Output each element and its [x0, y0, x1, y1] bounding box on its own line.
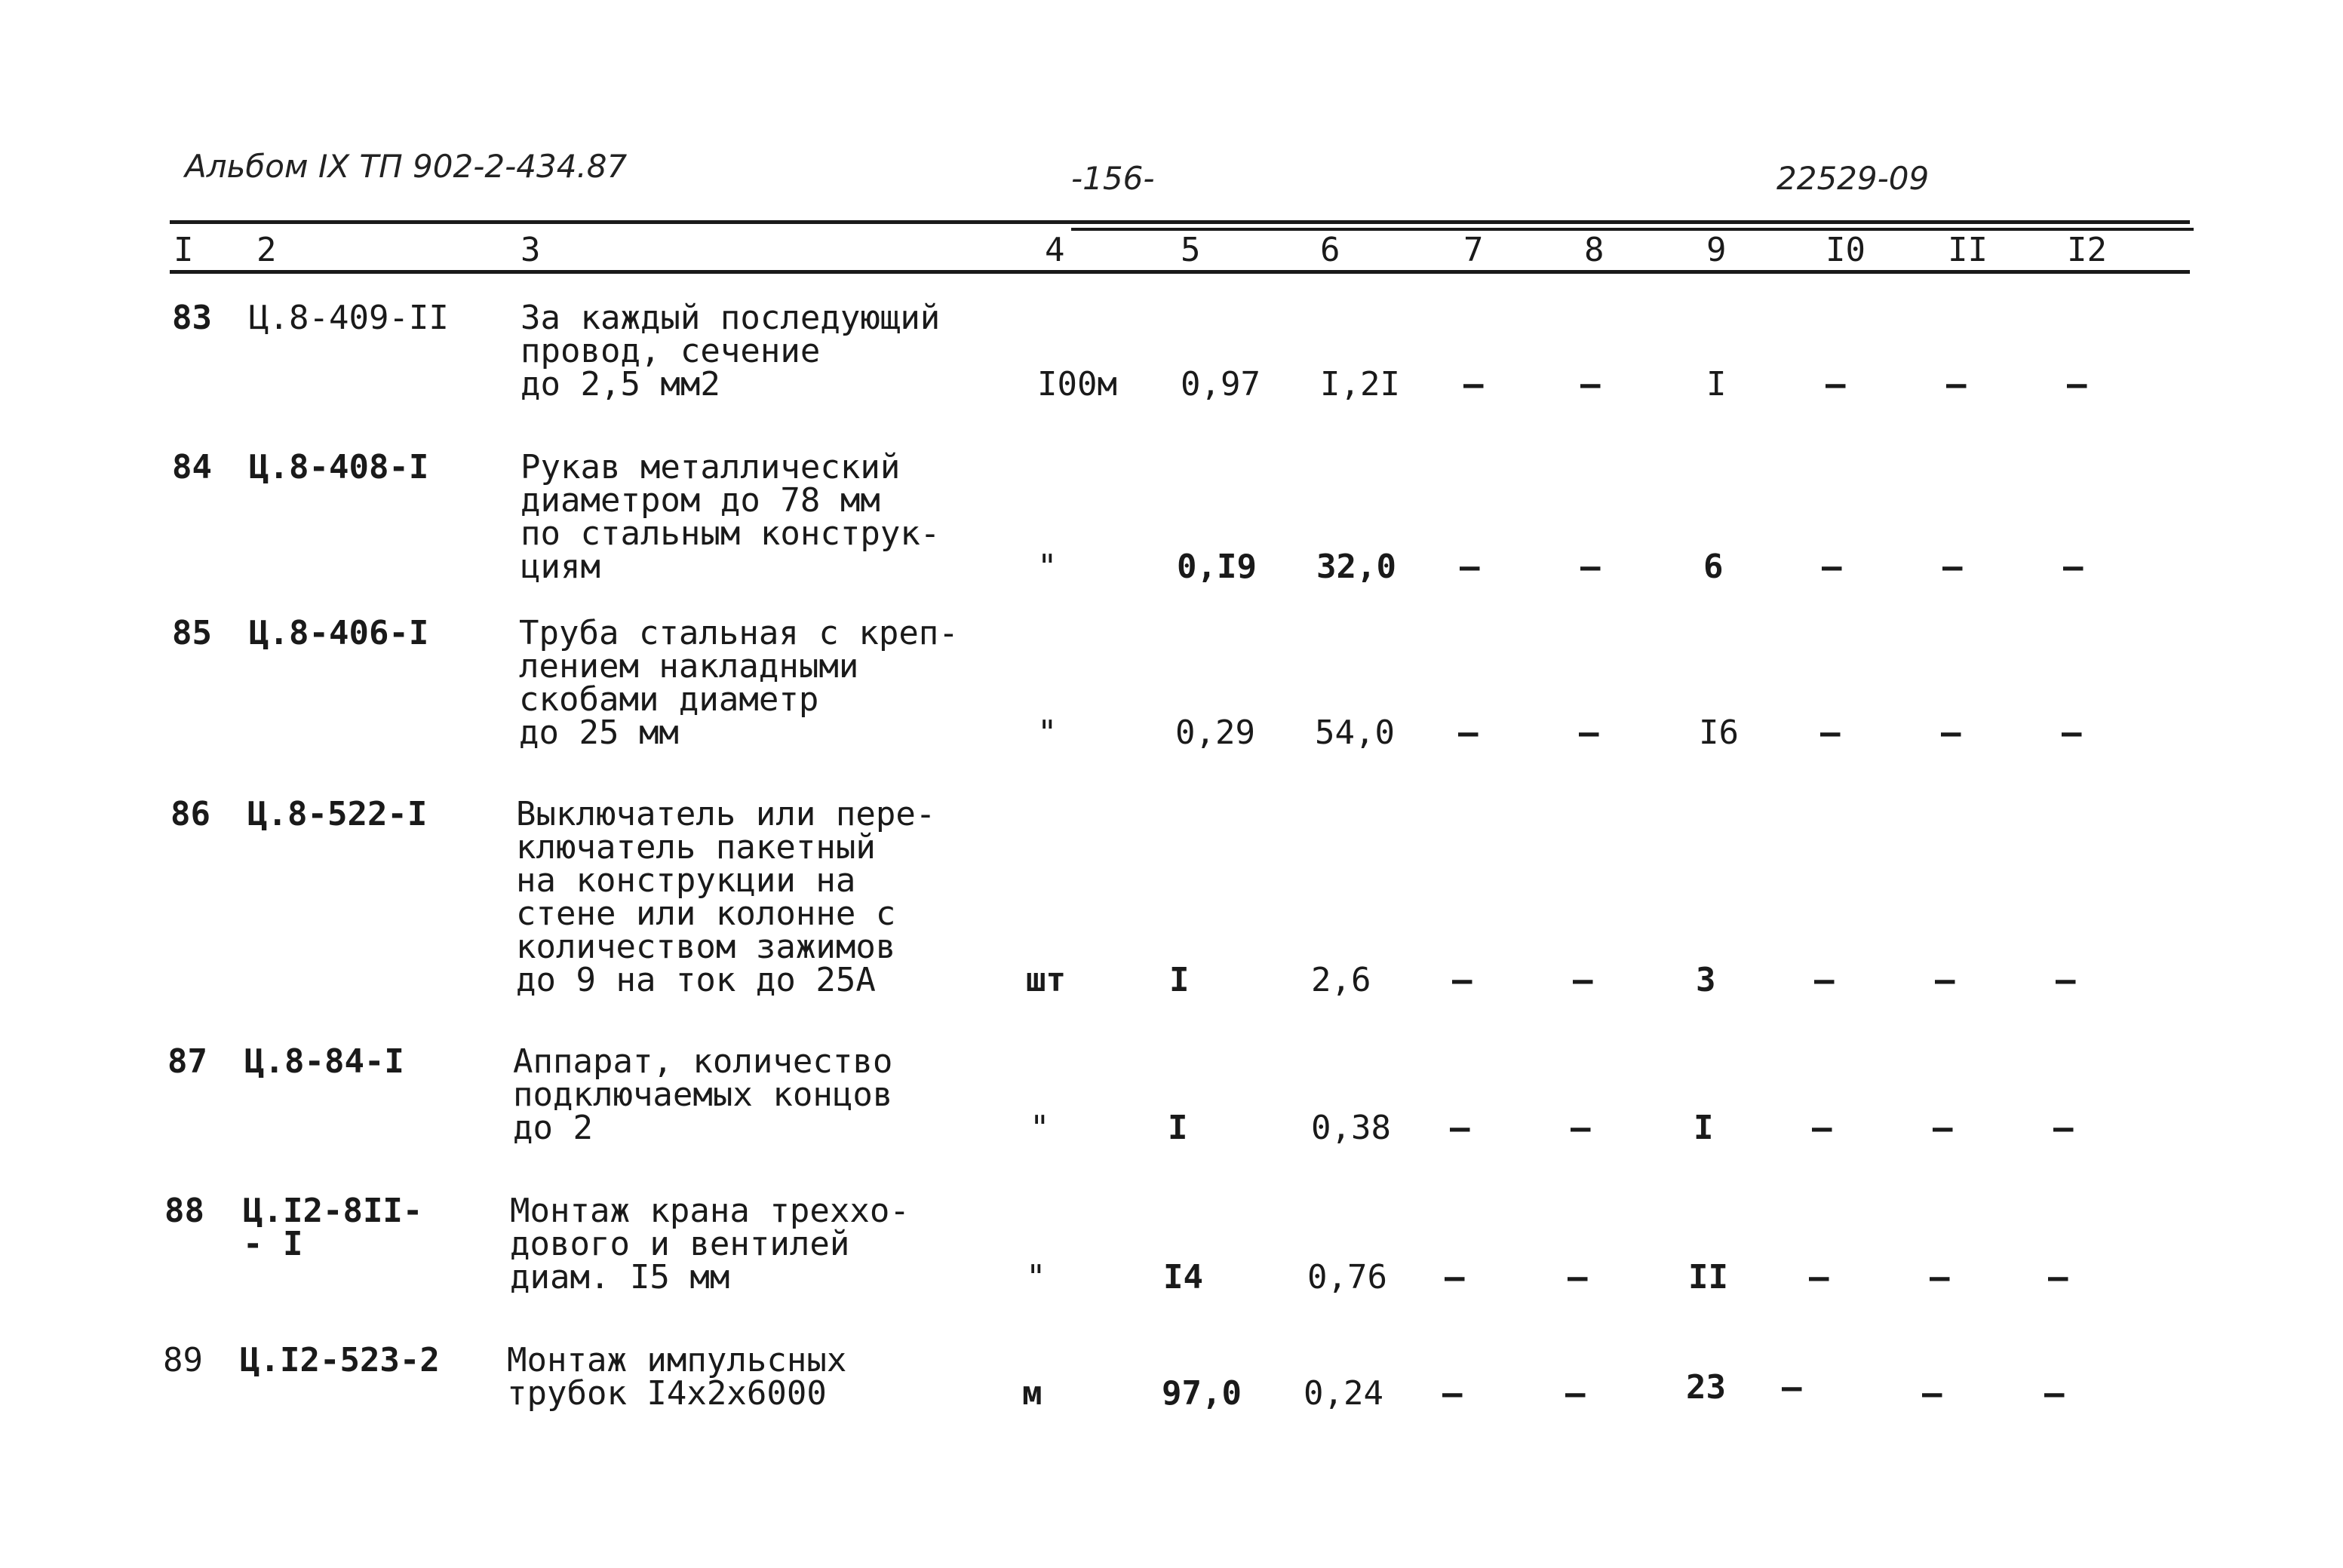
- row-col12: –: [2048, 1258, 2068, 1296]
- row-code: Ц.I2-523-2: [240, 1341, 440, 1379]
- row-col10: –: [1809, 1258, 1829, 1296]
- page-number: -156-: [1071, 160, 1155, 197]
- row-code: Ц.8-406-I: [249, 614, 429, 652]
- column-header-7: 7: [1463, 231, 1484, 269]
- row-col10: –: [1782, 1368, 1802, 1407]
- row-unit: ": [1037, 548, 1058, 586]
- row-col11: –: [1922, 1374, 1942, 1413]
- row-col7: –: [1463, 365, 1484, 404]
- row-col6: 0,76: [1307, 1258, 1387, 1296]
- column-header-6: 6: [1320, 231, 1340, 269]
- row-code: Ц.8-408-I: [249, 448, 429, 486]
- column-header-4: 4: [1045, 231, 1065, 269]
- column-header-11: II: [1948, 231, 1988, 269]
- row-description: Аппарат, количество подключаемых концов до 2: [513, 1042, 893, 1147]
- row-code: Ц.8-409-II: [249, 299, 449, 337]
- row-col7: –: [1450, 1109, 1470, 1147]
- row-col7: –: [1458, 713, 1479, 752]
- row-col9: 3: [1696, 961, 1716, 999]
- row-col12: –: [2044, 1374, 2065, 1413]
- row-col12: –: [2053, 1109, 2074, 1147]
- row-col9: I: [1706, 365, 1727, 404]
- row-col11: –: [1946, 365, 1967, 404]
- row-col8: –: [1580, 548, 1601, 586]
- row-number: 88: [164, 1192, 204, 1230]
- row-col11: –: [1941, 713, 1961, 752]
- album-title: Альбом IX ТП 902-2-434.87: [185, 148, 628, 185]
- row-unit: ": [1030, 1109, 1050, 1147]
- column-header-5: 5: [1181, 231, 1201, 269]
- row-description: Труба стальная с креп- лением накладными скобами диаметр до 25 мм: [519, 614, 959, 752]
- row-col8: –: [1573, 961, 1593, 999]
- row-col5: 0,29: [1175, 713, 1255, 752]
- row-description: За каждый последующий провод, сечение до 2,5 мм2: [520, 299, 941, 404]
- row-col9: II: [1688, 1258, 1728, 1296]
- row-description: Монтаж импульсных трубок I4x2x6000: [507, 1341, 847, 1413]
- row-col11: –: [1930, 1258, 1950, 1296]
- row-number: 87: [167, 1042, 207, 1081]
- row-col12: –: [2063, 548, 2084, 586]
- row-col6: 0,38: [1311, 1109, 1391, 1147]
- row-col11: –: [1935, 961, 1955, 999]
- row-col5: I: [1169, 961, 1190, 999]
- row-number: 83: [172, 299, 212, 337]
- row-col10: –: [1812, 1109, 1832, 1147]
- row-col7: –: [1460, 548, 1480, 586]
- row-col6: 54,0: [1315, 713, 1395, 752]
- row-col5: I: [1168, 1109, 1188, 1147]
- row-code: Ц.8-84-I: [244, 1042, 404, 1081]
- row-col9: 6: [1703, 548, 1724, 586]
- row-col5: 0,I9: [1177, 548, 1257, 586]
- row-col5: 97,0: [1162, 1374, 1242, 1413]
- column-header-3: 3: [520, 231, 541, 269]
- row-col8: –: [1580, 365, 1601, 404]
- row-number: 89: [163, 1341, 203, 1379]
- column-header-9: 9: [1706, 231, 1727, 269]
- row-col5: 0,97: [1181, 365, 1261, 404]
- header-rule-bottom: [170, 270, 2190, 274]
- row-col7: –: [1452, 961, 1472, 999]
- row-description: Рукав металлический диаметром до 78 мм по стальным конструк- циям: [520, 448, 941, 586]
- header-rule-top-double: [1071, 228, 2194, 231]
- row-col8: –: [1571, 1109, 1591, 1147]
- row-col8: –: [1565, 1374, 1586, 1413]
- row-col12: –: [2062, 713, 2082, 752]
- row-col10: –: [1814, 961, 1835, 999]
- row-unit: I00м: [1037, 365, 1117, 404]
- row-col8: –: [1579, 713, 1599, 752]
- column-header-10: I0: [1826, 231, 1865, 269]
- row-unit: шт: [1026, 961, 1066, 999]
- row-col11: –: [1942, 548, 1963, 586]
- row-description: Монтаж крана треххо- дового и вентилей диам. I5 мм: [510, 1192, 910, 1296]
- row-number: 86: [170, 795, 210, 833]
- column-header-2: 2: [256, 231, 277, 269]
- header-rule-top: [170, 220, 2190, 224]
- column-header-12: I2: [2067, 231, 2107, 269]
- row-code: Ц.I2-8II- - I: [243, 1192, 423, 1263]
- row-col9: I: [1694, 1109, 1714, 1147]
- row-description: Выключатель или пере- ключатель пакетный на конструкции на стене или колонне с количеством зажимов до 9 на ток до 25А: [516, 795, 936, 999]
- row-unit: ": [1026, 1258, 1046, 1296]
- row-col12: –: [2056, 961, 2076, 999]
- row-col10: –: [1822, 548, 1842, 586]
- row-col11: –: [1933, 1109, 1953, 1147]
- row-code: Ц.8-522-I: [247, 795, 428, 833]
- row-col6: 2,6: [1311, 961, 1371, 999]
- row-col10: –: [1826, 365, 1846, 404]
- row-col7: –: [1442, 1374, 1463, 1413]
- row-unit: м: [1022, 1374, 1043, 1413]
- row-unit: ": [1037, 713, 1058, 752]
- document-code: 22529-09: [1776, 160, 1930, 197]
- column-header-1: I: [173, 231, 194, 269]
- row-col10: –: [1820, 713, 1841, 752]
- row-col9: I6: [1699, 713, 1739, 752]
- row-col12: –: [2067, 365, 2087, 404]
- row-col6: I,2I: [1320, 365, 1400, 404]
- column-header-8: 8: [1584, 231, 1604, 269]
- row-col6: 32,0: [1316, 548, 1396, 586]
- row-col6: 0,24: [1304, 1374, 1383, 1413]
- row-col8: –: [1568, 1258, 1588, 1296]
- row-col9: 23: [1686, 1368, 1726, 1407]
- row-number: 84: [172, 448, 212, 486]
- row-col5: I4: [1163, 1258, 1203, 1296]
- row-number: 85: [172, 614, 212, 652]
- row-col7: –: [1445, 1258, 1465, 1296]
